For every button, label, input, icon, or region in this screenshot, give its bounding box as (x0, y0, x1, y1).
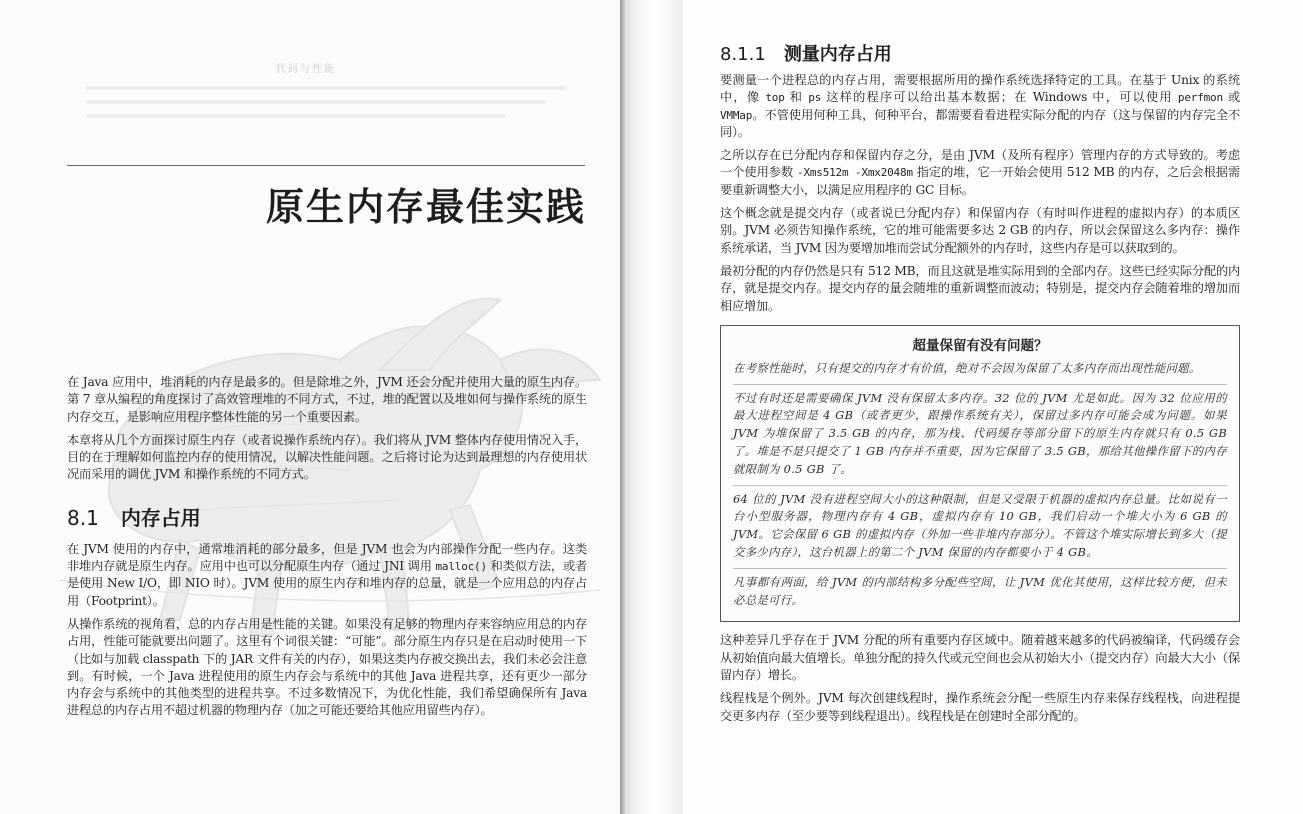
sidebar-divider (733, 384, 1227, 385)
text-run: 指定的堆，它一开始会使用 512 MB 的内存，之后会根据需要重新调整大小，以满足应用程序的 GC 目标。 (720, 165, 1240, 197)
intro-paragraph: 本章将从几个方面探讨原生内存（或者说操作系统内存）。我们将从 JVM 整体内存使用情况入手，目的在于理解如何监控内存的使用情况，以解决性能问题。之后将讨论为达到最理想的内存使用状况而采用的调优 JVM 和操作系统的不同方式。 (67, 432, 587, 482)
left-page (0, 0, 620, 814)
inline-code: VMMap (720, 108, 753, 122)
subsection-number: 8.1.1 (720, 44, 766, 65)
subsection-title: 测量内存占用 (783, 44, 892, 65)
chapter-title: 原生内存最佳实践 (265, 185, 586, 229)
body-paragraph: 这个概念就是提交内存（或者说已分配内存）和保留内存（有时叫作进程的虚拟内存）的本质区别。JVM 必须告知操作系统，它的堆可能需要多达 2 GB 的内存，所以会保留这么多内存：操作系统承诺，当 JVM 因为要增加堆而尝试分配额外的内存时，这些内存是可以获取到的。 (720, 206, 1240, 255)
sidebar-paragraph: 64 位的 JVM 没有进程空间大小的这种限制，但是又受限于机器的虚拟内存总量。比如说有一台小型服务器，物理内存有 4 GB，虚拟内存有 10 GB，我们启动一个堆大小为 6 GB 的 JVM。它会保留 6 GB 的虚拟内存（外加一些非堆内存部分）。不管这个堆实际增长到多大（提交多少内存），这台机器上的第二个 JVM 保留的内存都要小于 4 GB。 (733, 491, 1227, 560)
body-paragraph: 线程栈是个例外。JVM 每次创建线程时，操作系统会分配一些原生内存来保存线程栈，向进程提交更多内存（至少要等到线程退出）。线程栈是在创建时全部分配的。 (720, 691, 1240, 723)
text-run: 或 (1222, 90, 1240, 105)
inline-code: perfmon (1177, 91, 1223, 105)
faded-text-line (86, 100, 546, 104)
inline-code: ps (808, 91, 822, 105)
body-paragraph: 最初分配的内存仍然是只有 512 MB，而且这就是堆实际用到的全部内存。这些已经实际分配的内存，就是提交内存。提交内存的量会随堆的重新调整而波动；特别是，提交内存会随着堆的增加而相应增加。 (720, 263, 1240, 313)
section-title: 内存占用 (120, 505, 201, 530)
book-gutter (620, 0, 683, 814)
subsection-heading (720, 40, 1240, 66)
text-run: 。不管使用何种工具，何种平台，都需要看看进程实际分配的内存（这与保留的内存完全不同）。 (720, 107, 1240, 139)
sidebar-title: 超量保留有没有问题？ (912, 337, 1048, 354)
text-run: 和类似方法，或者是使用 New I/O，即 NIO 时）。JVM 使用的原生内存和堆内存的总量，就是一个应用总的内存占用（Footprint）。 (67, 559, 587, 608)
body-paragraph (720, 147, 1240, 199)
section-heading (67, 502, 587, 531)
faded-header-title: 代码与性能 (276, 64, 336, 75)
section-number: 8.1 (67, 505, 99, 530)
faded-text-line (86, 114, 506, 118)
right-body (720, 40, 1240, 731)
sidebar-divider (733, 485, 1227, 486)
inline-code: -Xms512m -Xmx2048m (797, 166, 913, 180)
text-run: 之所以存在已分配内存和保留内存之分，是由 JVM（及所有程序）管理内存的方式导致的。考虑一个使用参数 (720, 148, 1240, 180)
sidebar-box (720, 325, 1240, 623)
sidebar-paragraph: 凡事都有两面，给 JVM 的内部结构多分配些空间，让 JVM 优化其使用，这样比较方便，但未必总是可行。 (733, 574, 1227, 607)
left-body (67, 374, 587, 726)
body-paragraph (720, 72, 1240, 141)
chapter-rule (67, 165, 585, 166)
body-paragraph (67, 541, 587, 610)
sidebar-paragraph: 在考察性能时，只有提交的内存才有价值，绝对不会因为保留了太多内存而出现性能问题。 (733, 360, 1201, 375)
sidebar-divider (733, 568, 1227, 569)
body-paragraph (67, 616, 587, 720)
body-paragraph: 这种差异几乎存在于 JVM 分配的所有重要内存区域中。随着越来越多的代码被编译，代码缓存会从初始值向最大值增长。单独分配的持久代或元空间也会从初始大小（提交内存）向最大大小（保留内存）增长。 (720, 633, 1240, 683)
faded-text-line (86, 86, 566, 90)
text-run: 要测量一个进程总的内存占用，需要根据所用的操作系统选择特定的工具。在基于 Unix 的系统中，像 (720, 73, 1240, 105)
text-run: 在 JVM 使用的内存中，通常堆消耗的部分最多，但是 JVM 也会为内部操作分配一些内存。这类非堆内存就是原生内存。应用中也可以分配原生内存（通过 JNI 调用 (67, 541, 587, 574)
faded-running-header (86, 62, 606, 118)
text-run: 这样的程序可以给出基本数据；在 Windows 中，可以使用 (821, 90, 1178, 105)
inline-code: malloc() (435, 560, 487, 574)
text-run: 从操作系统的视角看，总的内存占用是性能的关键。如果没有足够的物理内存来容纳应用总的内存占用，性能可能就要出问题了。这里有个词很关键：“可能”。部分原生内存只是在启动时使用一下（比如与加载 classpath 下的 JAR 文件有关的内存），如果这类内存被交换出去，我们未必会注意到。有时候，一个 Java 进程使用的原生内存会与系统中的其他 Java 进程共享，还有更少一部分内存会与系统中的其他类型的进程共享。不过多数情况下，为优化性能，我们希望确保所有 Java 进程总的内存占用不超过机器的物理内存（加之可能还要给其他应用留些内存）。 (67, 616, 587, 718)
sidebar-paragraph: 不过有时还是需要确保 JVM 没有保留太多内存。32 位的 JVM 尤是如此。因为 32 位应用的最大进程空间是 4 GB（或者更少，跟操作系统有关），保留过多内存可能会成为问题。如果 JVM 为堆保留了 3.5 GB 的内存，那为栈、代码缓存等部分留下的原生内存就只有 0.5 GB 了。堆是不是只提交了 1 GB 内存并不重要，因为它保留了 3.5 GB，那给其他操作留下的内存就限制为 0.5 GB 了。 (733, 390, 1227, 476)
inline-code: top (765, 91, 785, 105)
text-run: 和 (784, 90, 809, 105)
right-page (683, 0, 1303, 814)
intro-paragraph: 在 Java 应用中，堆消耗的内存是最多的。但是除堆之外，JVM 还会分配并使用大量的原生内存。第 7 章从编程的角度探讨了高效管理堆的不同方式，不过，堆的配置以及堆如何与操作系统的原生内存交互，是影响应用程序整体性能的另一个重要因素。 (67, 375, 587, 424)
